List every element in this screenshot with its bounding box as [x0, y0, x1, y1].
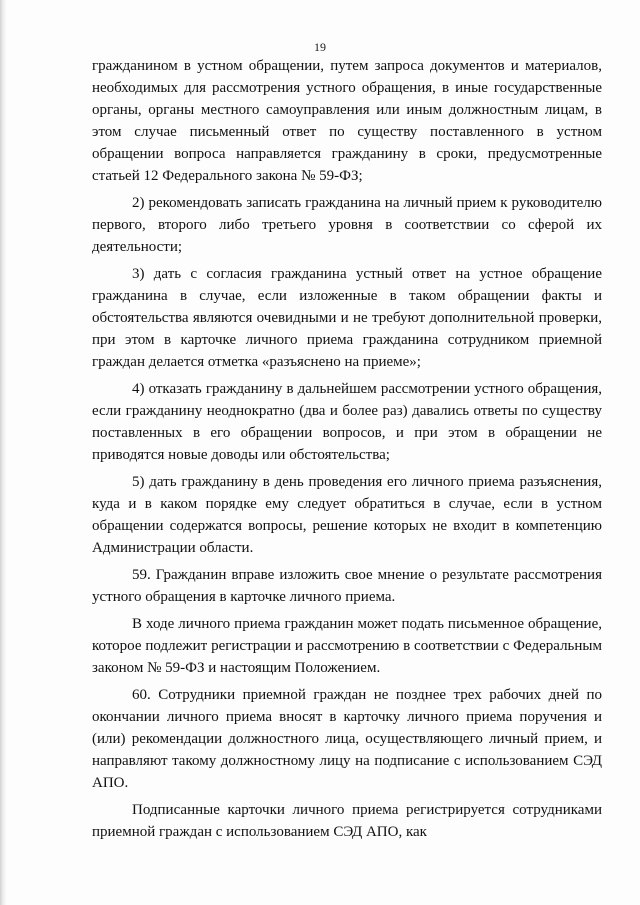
page-number: 19: [314, 40, 326, 54]
paragraph-continuation: гражданином в устном обращении, путем запроса документов и материалов, необходимых для рассмотрения устного обращения, в иные государственные органы, органы местного самоуправления или иным должностным лицам, в этом случае письменный ответ по существу поставленного в устном обращении вопроса направляется гражданину в сроки, предусмотренные статьей 12 Федерального закона № 59-ФЗ;: [92, 58, 602, 184]
paragraph-item-5: 5) дать гражданину в день проведения его личного приема разъяснения, куда и в каком порядке ему следует обратиться в случае, если в устном обращении содержатся вопросы, решение которых не входит в компетенцию Администрации области.: [92, 474, 602, 556]
paragraph-60: 60. Сотрудники приемной граждан не позднее трех рабочих дней по окончании личного приема вносят в карточку личного приема поручения и (или) рекомендации должностного лица, осуществляющего личный прием, и направляют такому должностному лицу на подписание с использованием СЭД АПО.: [92, 687, 602, 791]
paragraph-item-2: 2) рекомендовать записать гражданина на личный прием к руководителю первого, второго либо третьего уровня в соответствии со сферой их деятельности;: [92, 195, 602, 255]
paragraph-item-4: 4) отказать гражданину в дальнейшем рассмотрении устного обращения, если гражданину неоднократно (два и более раз) давались ответы по существу поставленных в его обращении вопросов, и при этом в обращении не приводятся новые доводы или обстоятельства;: [92, 381, 602, 463]
scan-edge: [0, 0, 7, 905]
paragraph-59-continued: В ходе личного приема гражданин может подать письменное обращение, которое подлежит регистрации и рассмотрению в соответствии с Федеральным законом № 59-ФЗ и настоящим Положением.: [92, 616, 602, 676]
paragraph-signed-cards: Подписанные карточки личного приема регистрируется сотрудниками приемной граждан с использованием СЭД АПО, как: [92, 802, 602, 840]
paragraph-item-3: 3) дать с согласия гражданина устный ответ на устное обращение гражданина в случае, если изложенные в таком обращении факты и обстоятельства являются очевидными и не требуют дополнительной проверки, при этом в карточке личного приема гражданина сотрудником приемной граждан делается отметка «разъяснено на приеме»;: [92, 266, 602, 370]
paragraph-59: 59. Гражданин вправе изложить свое мнение о результате рассмотрения устного обращения в карточке личного приема.: [92, 567, 602, 605]
document-body: [92, 55, 602, 843]
